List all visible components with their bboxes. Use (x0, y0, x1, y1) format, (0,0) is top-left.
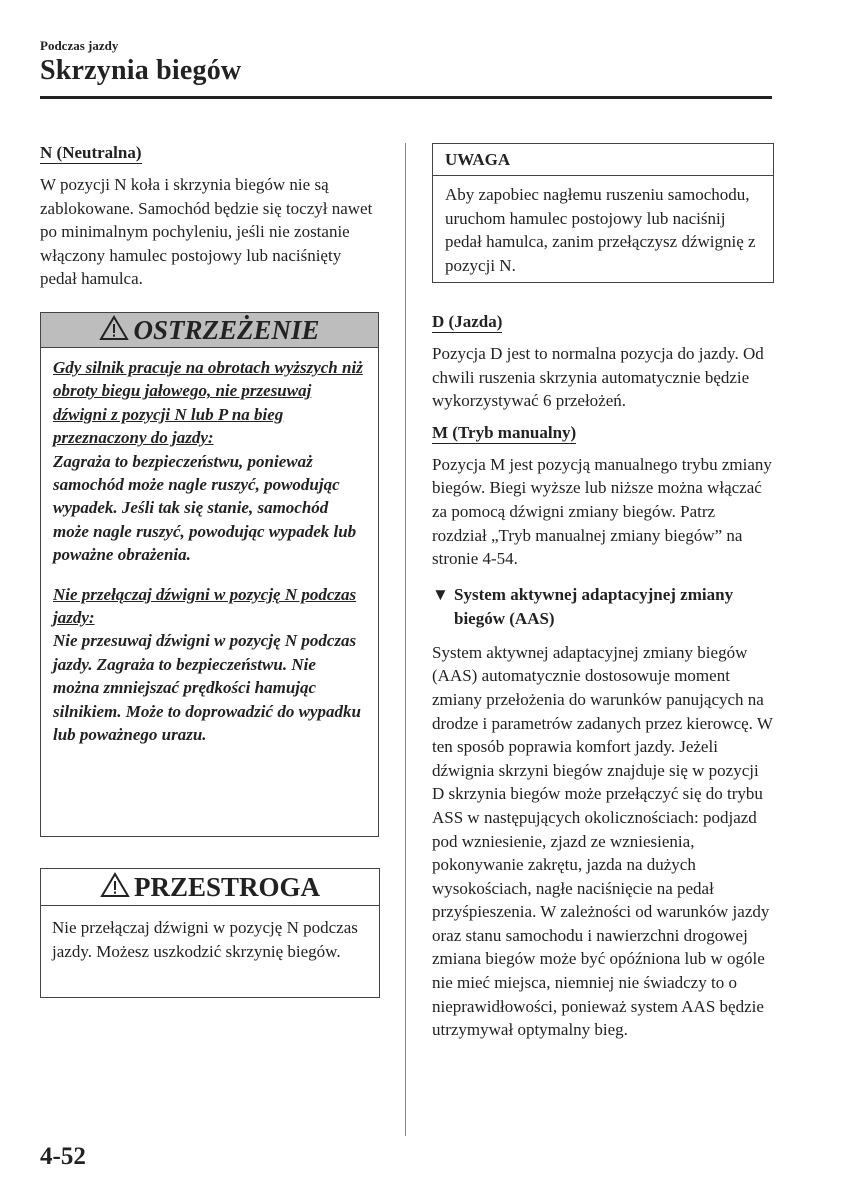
aas-heading-text: System aktywnej adaptacyjnej zmiany biegów (AAS) (454, 584, 734, 628)
warning-item2-heading: Nie przełączaj dźwigni w pozycję N podczas jazdy: (53, 584, 357, 628)
note-text: Aby zapobiec nagłemu ruszeniu samochodu, uruchom hamulec postojowy lub naciśnij pedał hamulca, zanim przełączysz dźwignię z pozycji N. (445, 185, 756, 275)
caution-text: Nie przełączaj dźwigni w pozycję N podczas jazdy. Możesz uszkodzić skrzynię biegów. (52, 918, 358, 961)
note-title: UWAGA (433, 144, 773, 176)
warning-box (40, 312, 379, 837)
title-rule (40, 96, 772, 99)
warning-triangle-icon (99, 315, 129, 346)
page-title: Skrzynia biegów (40, 55, 242, 86)
warning-header (41, 313, 378, 348)
section-label: Podczas jazdy (40, 38, 119, 53)
warning-body (41, 348, 378, 747)
neutral-heading: N (Neutralna) (40, 143, 142, 162)
warning-item2-text: Nie przesuwaj dźwigni w pozycję N podczas jazdy. Zagraża to bezpieczeństwu. Nie można zmniejszać prędkości hamując silnikiem. Może to doprowadzić do wypadku lub poważnego urazu. (53, 631, 361, 745)
aas-text: System aktywnej adaptacyjnej zmiany biegów (AAS) automatycznie dostosowuje moment zmiany przełożenia do warunków panujących na drodze i parametrów zadanych przez kierowcę. W ten sposób poprawia komfort jazdy. Jeżeli dźwignia skrzyni biegów znajduje się w pozycji D skrzynia biegów może przełączyć się do trybu ASS w następujących okolicznościach: podjazd pod wzniesienie, zjazd ze wzniesienia, pokonywanie zakrętu, jazda na dużych wysokościach, nagłe naciśnięcie na pedał przyśpieszenia. W zależności od warunków jazdy oraz stanu samochodu i nawierzchni drogowej zmiana biegów może być opóźniona lub w ogóle nie mieć miejsca, niemniej nie świadczy to o nieprawidłowości, ponieważ system AAS będzie utrzymywał optymalny bieg. (432, 642, 773, 1040)
drive-heading: D (Jazda) (432, 312, 503, 331)
left-column (40, 143, 381, 291)
caution-header (41, 869, 379, 906)
warning-item1-heading: Gdy silnik pracuje na obrotach wyższych niż obroty biegu jałowego, nie przesuwaj dźwigni z pozycji N lub P na bieg przeznaczony do jazdy: (53, 358, 363, 448)
manual-text: Pozycja M jest pozycją manualnego trybu zmiany biegów. Biegi wyższe lub niższe można włączać za pomocą dźwigni zmiany biegów. Patrz rozdział „Tryb manualnej zmiany biegów” na stronie 4-54. (432, 454, 772, 569)
warning-triangle-icon (100, 872, 130, 903)
manual-heading: M (Tryb manualny) (432, 422, 577, 442)
column-divider (405, 143, 406, 1136)
warning-item1-text: Zagraża to bezpieczeństwu, ponieważ samochód może nagle ruszyć, powodując wypadek. Jeśli tak się stanie, samochód może nagle ruszyć, powodując wypadek lub poważne obrażenia. (53, 451, 357, 565)
page-number: 4-52 (40, 1143, 86, 1170)
aas-heading (432, 583, 774, 631)
right-column-text (432, 312, 774, 1042)
warning-title: OSTRZEŻENIE (133, 314, 320, 345)
triangle-bullet-icon: ▼ (432, 584, 449, 604)
caution-box (40, 868, 380, 998)
drive-text: Pozycja D jest to normalna pozycja do jazdy. Od chwili ruszenia skrzynia automatycznie będzie wykorzystywać 6 przełożeń. (432, 344, 764, 411)
caution-title: PRZESTROGA (133, 871, 321, 902)
note-box (432, 143, 774, 283)
neutral-text: W pozycji N koła i skrzynia biegów nie są zablokowane. Samochód będzie się toczył nawet po minimalnym pochyleniu, jeśli nie zostanie włączony hamulec postojowy lub naciśnięty pedał hamulca. (40, 175, 373, 289)
